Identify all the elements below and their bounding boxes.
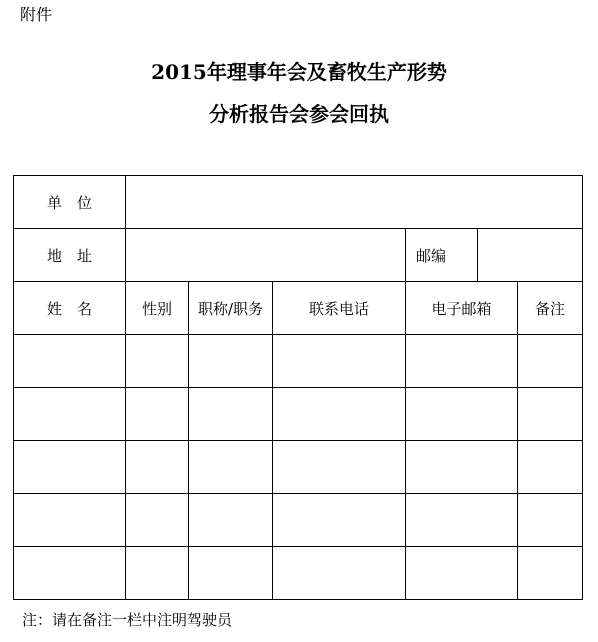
gender-cell[interactable] xyxy=(126,335,189,388)
title-position-cell[interactable] xyxy=(189,547,273,600)
name-cell[interactable] xyxy=(14,388,126,441)
registration-form-table xyxy=(13,175,583,600)
remarks-cell[interactable] xyxy=(518,547,583,600)
gender-cell[interactable] xyxy=(126,494,189,547)
phone-cell[interactable] xyxy=(273,388,406,441)
column-header-email: 电子邮箱 xyxy=(406,282,518,335)
title-position-cell[interactable] xyxy=(189,388,273,441)
remarks-cell[interactable] xyxy=(518,494,583,547)
postcode-field[interactable] xyxy=(478,229,583,282)
footer-note: 注：请在备注一栏中注明驾驶员 xyxy=(22,611,233,629)
title-position-cell[interactable] xyxy=(189,335,273,388)
title-position-cell[interactable] xyxy=(189,441,273,494)
phone-cell[interactable] xyxy=(273,547,406,600)
table-row xyxy=(14,547,583,600)
column-header-gender: 性别 xyxy=(126,282,189,335)
address-field[interactable] xyxy=(126,229,406,282)
column-header-phone: 联系电话 xyxy=(273,282,406,335)
address-label: 地 址 xyxy=(14,229,126,282)
phone-cell[interactable] xyxy=(273,494,406,547)
remarks-cell[interactable] xyxy=(518,335,583,388)
table-row xyxy=(14,494,583,547)
email-cell[interactable] xyxy=(406,335,518,388)
title-position-cell[interactable] xyxy=(189,494,273,547)
attachment-label: 附件 xyxy=(20,5,53,24)
column-header-name: 姓 名 xyxy=(14,282,126,335)
postcode-label: 邮编 xyxy=(406,229,478,282)
unit-label: 单 位 xyxy=(14,176,126,229)
remarks-cell[interactable] xyxy=(518,441,583,494)
remarks-cell[interactable] xyxy=(518,388,583,441)
gender-cell[interactable] xyxy=(126,388,189,441)
gender-cell[interactable] xyxy=(126,547,189,600)
table-row xyxy=(14,388,583,441)
document-title-line-1: 2015年理事年会及畜牧生产形势 xyxy=(151,60,447,84)
phone-cell[interactable] xyxy=(273,441,406,494)
name-cell[interactable] xyxy=(14,441,126,494)
gender-cell[interactable] xyxy=(126,441,189,494)
table-row xyxy=(14,335,583,388)
column-header-remarks: 备注 xyxy=(518,282,583,335)
email-cell[interactable] xyxy=(406,388,518,441)
table-row xyxy=(14,441,583,494)
name-cell[interactable] xyxy=(14,547,126,600)
unit-row xyxy=(14,176,583,229)
email-cell[interactable] xyxy=(406,494,518,547)
email-cell[interactable] xyxy=(406,441,518,494)
email-cell[interactable] xyxy=(406,547,518,600)
column-header-title-position: 职称/职务 xyxy=(189,282,273,335)
unit-field[interactable] xyxy=(126,176,583,229)
column-header-row xyxy=(14,282,583,335)
document-title-line-2: 分析报告会参会回执 xyxy=(209,102,389,126)
name-cell[interactable] xyxy=(14,494,126,547)
name-cell[interactable] xyxy=(14,335,126,388)
address-row xyxy=(14,229,583,282)
phone-cell[interactable] xyxy=(273,335,406,388)
